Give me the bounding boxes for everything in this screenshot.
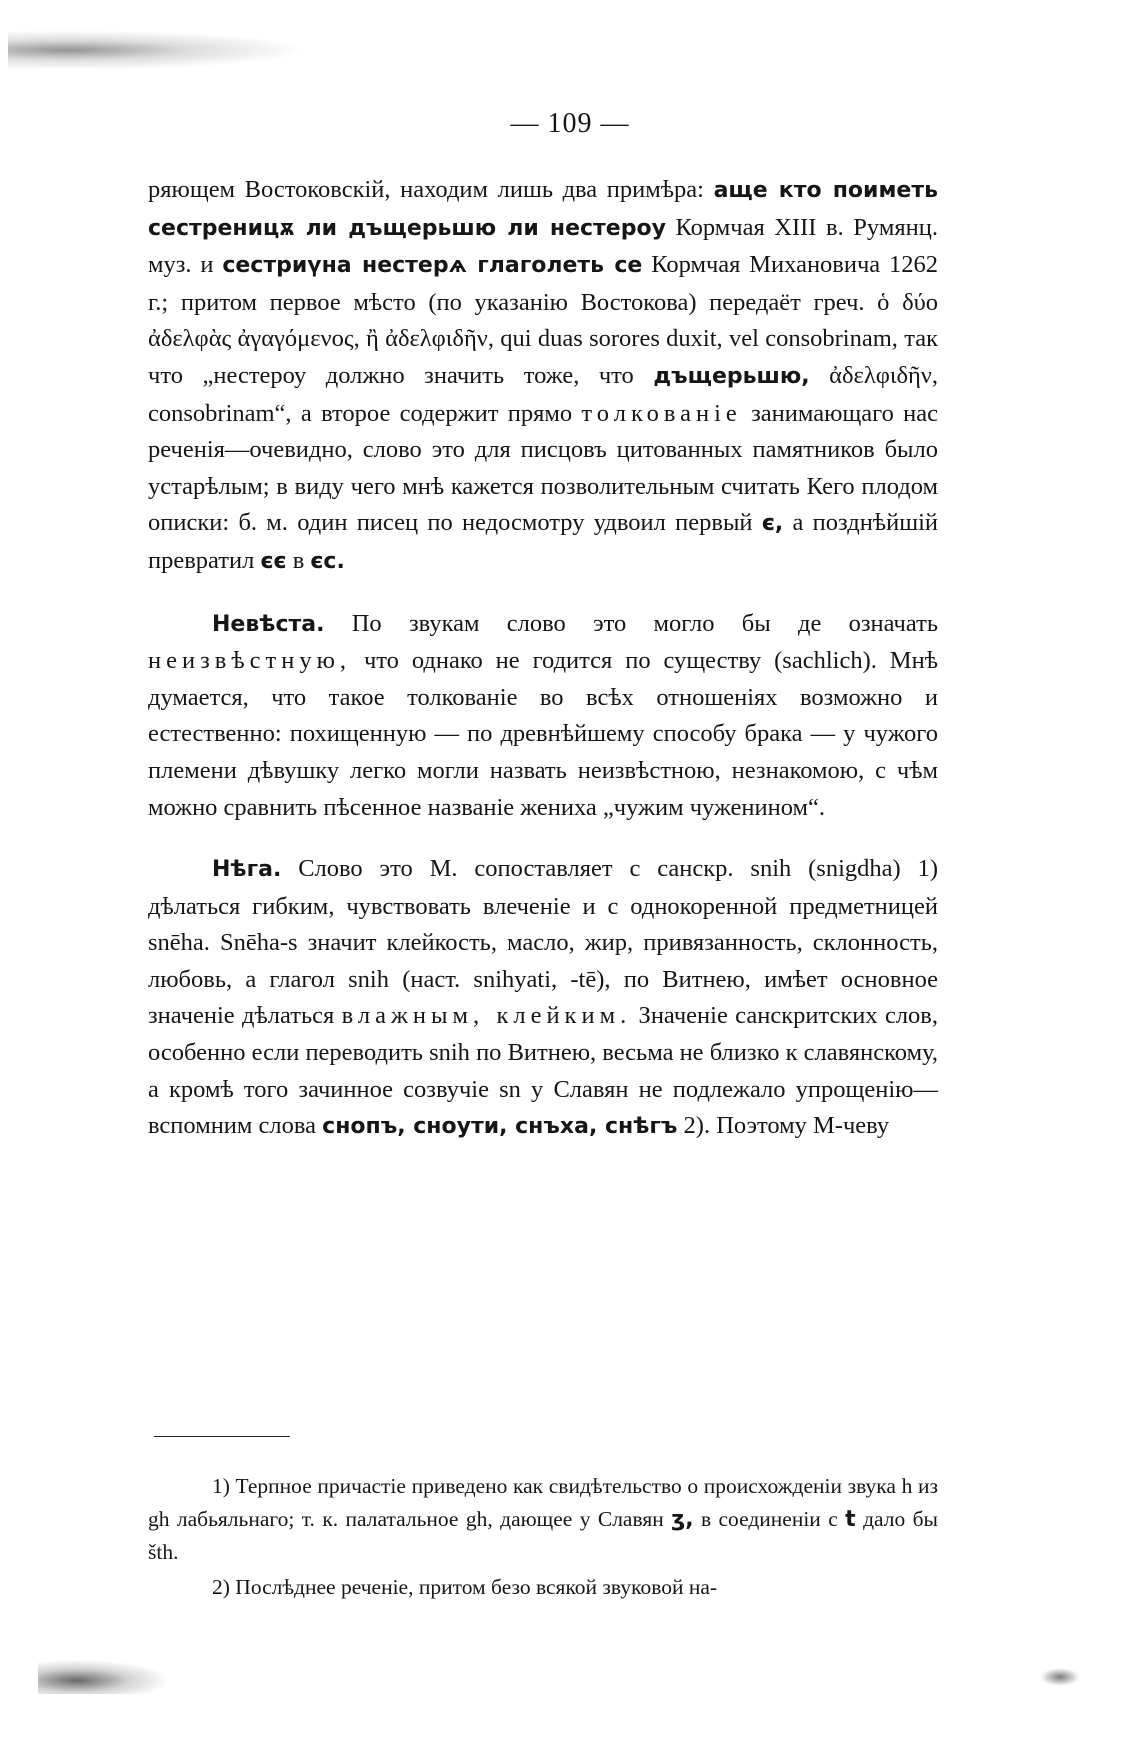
entry-headword: Невѣста. bbox=[212, 611, 325, 637]
scan-blemish bbox=[38, 1660, 168, 1694]
scan-blemish bbox=[1040, 1668, 1080, 1686]
footnote-reference[interactable]: 1) bbox=[917, 855, 938, 883]
footnote-2: 2) Послѣднее реченіе, притом безо всякой звуковой на- bbox=[212, 1574, 718, 1599]
footnote-separator bbox=[154, 1436, 290, 1437]
church-slavonic-quote: дъщерьшю, bbox=[653, 363, 810, 389]
church-slavonic-letter: t bbox=[845, 1506, 856, 1532]
footnote-1: 1) Терпное причастіе приведено как свидѣтельство о происхожденіи звука h из gh лабьяльнаго; т. к. палатальное gh, дающее у Славян ʒ, в соединеніи с t дало бы šth. bbox=[148, 1474, 938, 1564]
footnote-marker: 2) bbox=[212, 1574, 230, 1599]
spaced-emphasis: толкованіе bbox=[581, 399, 742, 427]
church-slavonic-letter: є, bbox=[761, 511, 784, 537]
scan-blemish bbox=[8, 30, 308, 70]
spaced-emphasis: влажным, клейким. bbox=[341, 1002, 632, 1030]
spaced-emphasis: неизвѣстную, bbox=[148, 647, 352, 675]
church-slavonic-letter: ʒ, bbox=[671, 1506, 694, 1532]
church-slavonic-quote: снопъ, сноути, снъха, снѣгъ bbox=[322, 1114, 678, 1140]
page-number: — 109 — bbox=[510, 108, 630, 139]
main-text bbox=[148, 172, 938, 1146]
church-slavonic-quote: сестриүна нестерѧ глаголеть се bbox=[222, 253, 643, 279]
church-slavonic-letter: єє bbox=[260, 548, 287, 574]
church-slavonic-quote: аще кто поиметь сестреницѫ ли дъщерьшю ли нестероу bbox=[148, 178, 939, 241]
paragraph-nega: Нѣга. Слово это М. сопоставляет с санскр. snih (snigdha) 1) дѣлаться гибким, чувствовать влеченіе и с однокоренной предметницей snēha. Snēha-s значит клейкость, масло, жир, привязанность, склонность, любовь, а глагол snih (наст. snihyati, -tē), по Витнею, имѣет основное значеніе дѣлаться влажным, клейким. Значеніе санскритских слов, особенно если переводить snih по Витнею, весьма не близко к славянскому, а кромѣ того зачинное созвучіе sn у Славян не подлежало упрощенію—вспомним слова снопъ, сноути, снъха, снѣгъ 2). Поэтому М-чеву bbox=[148, 855, 938, 1140]
footnote-marker: 1) bbox=[212, 1474, 230, 1498]
paragraph-nevesta: Невѣста. По звукам слово это могло бы де означать неизвѣстную, что однако не годится по существу (sachlich). Мнѣ думается, что такое толкованіе во всѣх отношеніях возможно и естественно: похищенную — по древнѣйшему способу брака — у чужого племени дѣвушку легко могли назвать неизвѣстною, незнакомою, с чѣм можно сравнить пѣсенное названіе жениха „чужим чуженином“. bbox=[148, 609, 938, 821]
footnotes bbox=[148, 1470, 938, 1603]
paragraph-vostokov: ряющем Востоковскій, находим лишь два примѣра: аще кто поиметь сестреницѫ ли дъщерьшю ли нестероу Кормчая XIII в. Румянц. муз. и сестриүна нестерѧ глаголеть се Кормчая Михановича 1262 г.; притом первое мѣсто (по указанію Востокова) передаёт греч. ὁ δύο ἀδελφὰς ἀγαγόμενος, ἢ ἀδελφιδῆν, qui duas sorores duxit, vel consobrinam, так что „нестероу должно значить тоже, что дъщерьшю, ἀδελφιδῆν, consobrinam“, а второе содержит прямо толкованіе занимающаго нас реченія—очевидно, слово это для писцовъ цитованных памятников было устарѣлым; в виду чего мнѣ кажется позволительным считать Кего плодом описки: б. м. один писец по недосмотру удвоил первый є, а позднѣйшій превратил єє в єс. bbox=[148, 176, 939, 574]
church-slavonic-letter: єс. bbox=[310, 548, 345, 574]
entry-headword: Нѣга. bbox=[212, 857, 282, 883]
footnote-reference[interactable]: 2). bbox=[677, 1112, 711, 1140]
